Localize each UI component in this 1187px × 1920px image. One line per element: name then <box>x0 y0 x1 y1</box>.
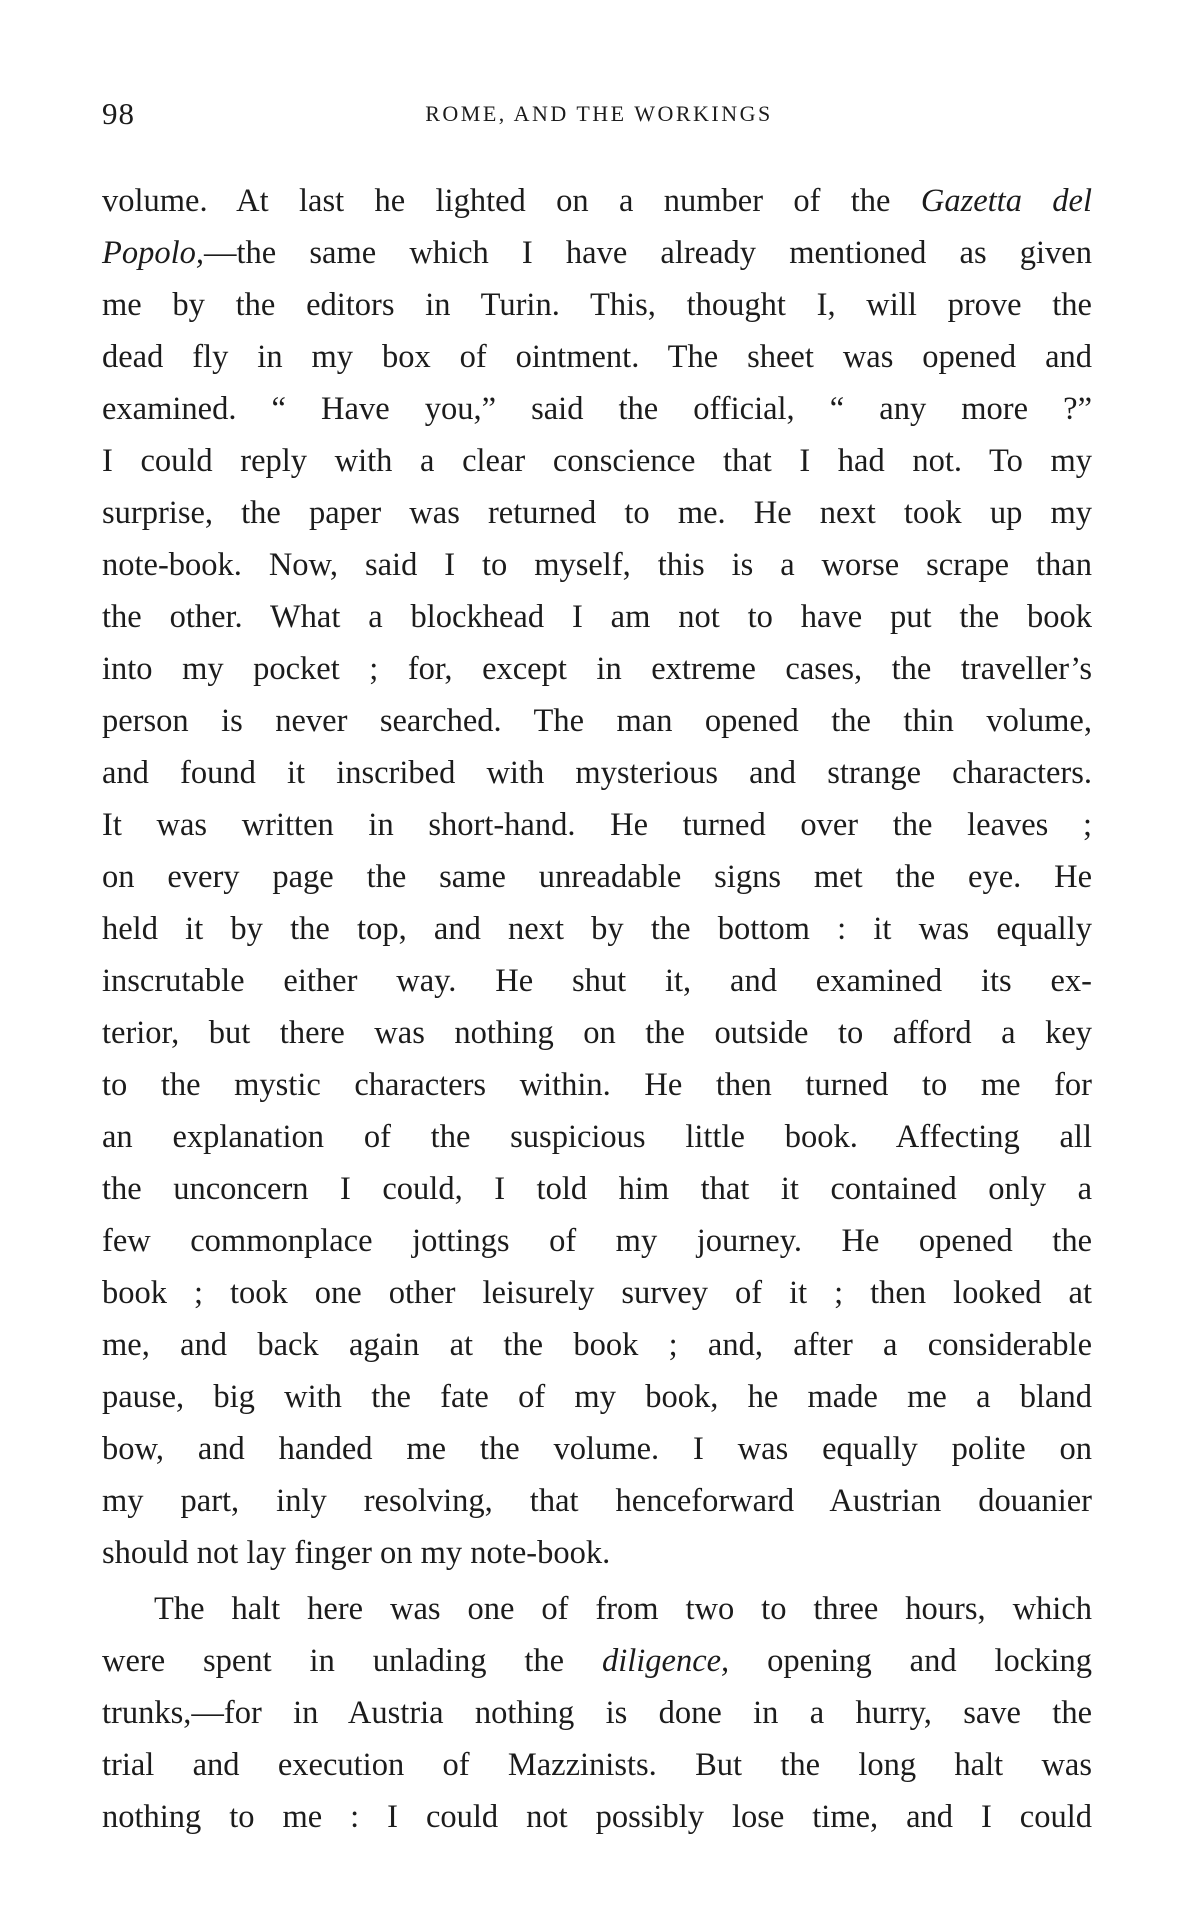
text-line: It was written in short-hand. He turned over the leaves ; <box>102 807 1092 843</box>
text-line: into my pocket ; for, except in extreme cases, the traveller’s <box>102 651 1092 687</box>
text-line: trial and execution of Mazzinists. But the long halt was <box>102 1747 1092 1783</box>
running-head <box>102 96 1096 136</box>
paragraph <box>102 1583 1092 1843</box>
text-line: me by the editors in Turin. This, thought I, will prove the <box>102 287 1092 323</box>
text-line: person is never searched. The man opened the thin volume, <box>102 703 1092 739</box>
running-title: ROME, AND THE WORKINGS <box>425 101 773 126</box>
text-line: few commonplace jottings of my journey. He opened the <box>102 1223 1092 1259</box>
text-line: nothing to me : I could not possibly lose time, and I could <box>102 1799 1092 1835</box>
text-line: the unconcern I could, I told him that it contained only a <box>102 1171 1092 1207</box>
text-line: were spent in unlading the diligence, opening and locking <box>102 1643 1092 1679</box>
text-line: my part, inly resolving, that henceforward Austrian douanier <box>102 1483 1092 1519</box>
text-line: terior, but there was nothing on the outside to afford a key <box>102 1015 1092 1051</box>
text-line: inscrutable either way. He shut it, and examined its ex- <box>102 963 1092 999</box>
text-line: bow, and handed me the volume. I was equally polite on <box>102 1431 1092 1467</box>
text-line: volume. At last he lighted on a number of the Gazetta del <box>102 183 1092 219</box>
text-line: an explanation of the suspicious little book. Affecting all <box>102 1119 1092 1155</box>
text-line: should not lay finger on my note-book. <box>102 1535 611 1571</box>
text-line: Popolo,—the same which I have already mentioned as given <box>102 235 1092 271</box>
text-line: surprise, the paper was returned to me. He next took up my <box>102 495 1092 531</box>
text-line: me, and back again at the book ; and, after a considerable <box>102 1327 1092 1363</box>
text-line: trunks,—for in Austria nothing is done in a hurry, save the <box>102 1695 1092 1731</box>
text-line: examined. “ Have you,” said the official, “ any more ?” <box>102 391 1092 427</box>
text-line: pause, big with the fate of my book, he made me a bland <box>102 1379 1092 1415</box>
text-line: book ; took one other leisurely survey of it ; then looked at <box>102 1275 1092 1311</box>
paragraph <box>102 175 1092 1579</box>
text-line: dead fly in my box of ointment. The sheet was opened and <box>102 339 1092 375</box>
text-line: The halt here was one of from two to three hours, which <box>154 1591 1092 1627</box>
text-line: on every page the same unreadable signs met the eye. He <box>102 859 1092 895</box>
text-line: to the mystic characters within. He then turned to me for <box>102 1067 1092 1103</box>
text-line: and found it inscribed with mysterious and strange characters. <box>102 755 1092 791</box>
text-line: the other. What a blockhead I am not to have put the book <box>102 599 1092 635</box>
text-line: note-book. Now, said I to myself, this is a worse scrape than <box>102 547 1092 583</box>
text-line: I could reply with a clear conscience that I had not. To my <box>102 443 1092 479</box>
text-line: held it by the top, and next by the bottom : it was equally <box>102 911 1092 947</box>
body-text <box>102 175 1092 1843</box>
page-number: 98 <box>102 96 135 131</box>
